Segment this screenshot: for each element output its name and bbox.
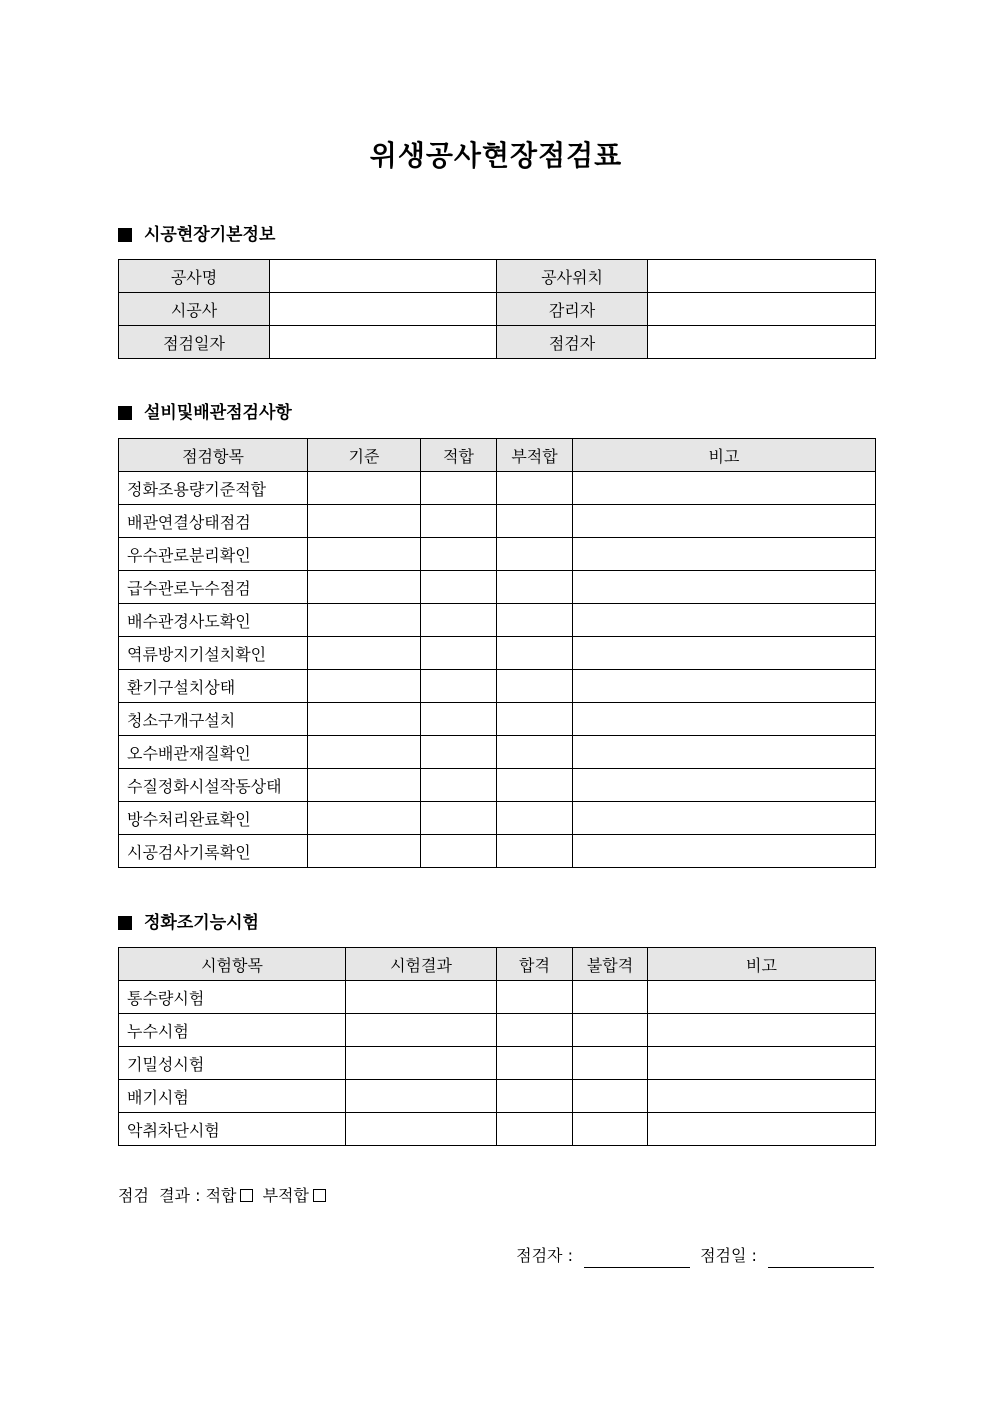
table-row (119, 637, 876, 670)
column-header: 적합 (421, 439, 497, 472)
item-name: 배수관경사도확인 (119, 604, 308, 637)
column-header: 시험결과 (346, 948, 497, 981)
basic-info-row (119, 260, 876, 293)
table-row (119, 1047, 876, 1080)
table-row (119, 538, 876, 571)
item-name: 배관연결상태점검 (119, 505, 308, 538)
entry-cell[interactable] (308, 802, 421, 835)
entry-cell[interactable] (421, 670, 497, 703)
column-header: 부적합 (497, 439, 573, 472)
inspector-blank[interactable] (584, 1251, 690, 1268)
entry-cell[interactable] (648, 1047, 876, 1080)
entry-cell[interactable] (648, 1113, 876, 1146)
table-row (119, 571, 876, 604)
item-name: 배기시험 (119, 1080, 346, 1113)
entry-cell[interactable] (573, 571, 876, 604)
entry-cell[interactable] (573, 981, 648, 1014)
item-name: 시공검사기록확인 (119, 835, 308, 868)
table-row (119, 1014, 876, 1047)
entry-cell[interactable] (308, 835, 421, 868)
date-blank[interactable] (768, 1251, 874, 1268)
item-name: 통수량시험 (119, 981, 346, 1014)
item-name: 누수시험 (119, 1014, 346, 1047)
item-name: 우수관로분리확인 (119, 538, 308, 571)
entry-cell[interactable] (573, 670, 876, 703)
entry-cell[interactable] (497, 505, 573, 538)
entry-cell[interactable] (497, 472, 573, 505)
field-value[interactable] (270, 326, 497, 359)
field-value[interactable] (270, 293, 497, 326)
entry-cell[interactable] (346, 1080, 497, 1113)
table-row (119, 472, 876, 505)
basic-info-heading-text: 시공현장기본정보 (144, 225, 276, 245)
function-test-heading (118, 911, 259, 935)
entry-cell[interactable] (421, 736, 497, 769)
entry-cell[interactable] (648, 1080, 876, 1113)
entry-cell[interactable] (308, 637, 421, 670)
table-row (119, 505, 876, 538)
entry-cell[interactable] (497, 736, 573, 769)
entry-cell[interactable] (573, 637, 876, 670)
item-name: 기밀성시험 (119, 1047, 346, 1080)
inspection-heading (118, 401, 292, 425)
field-value[interactable] (648, 260, 876, 293)
item-name: 청소구개구설치 (119, 703, 308, 736)
entry-cell[interactable] (421, 637, 497, 670)
function-test-heading-text: 정화조기능시험 (144, 913, 259, 933)
entry-cell[interactable] (573, 604, 876, 637)
entry-cell[interactable] (308, 736, 421, 769)
basic-info-heading (118, 223, 275, 247)
item-name: 오수배관재질확인 (119, 736, 308, 769)
fail-checkbox[interactable] (313, 1189, 326, 1202)
column-header: 기준 (308, 439, 421, 472)
item-name: 악취차단시험 (119, 1113, 346, 1146)
entry-cell[interactable] (497, 604, 573, 637)
date-label: 점검일 : (700, 1246, 762, 1265)
entry-cell[interactable] (573, 736, 876, 769)
entry-cell[interactable] (308, 604, 421, 637)
field-label: 점검자 (497, 326, 648, 359)
entry-cell[interactable] (497, 802, 573, 835)
result-label: 점검 결과 : (118, 1186, 206, 1205)
entry-cell[interactable] (573, 538, 876, 571)
entry-cell[interactable] (497, 1113, 573, 1146)
entry-cell[interactable] (421, 835, 497, 868)
pass-label: 적합 (205, 1186, 237, 1205)
pass-checkbox[interactable] (240, 1189, 253, 1202)
basic-info-row (119, 293, 876, 326)
function-test-header-row (119, 948, 876, 981)
column-header: 비고 (573, 439, 876, 472)
fail-label: 부적합 (262, 1186, 309, 1205)
entry-cell[interactable] (308, 538, 421, 571)
entry-cell[interactable] (308, 769, 421, 802)
field-value[interactable] (648, 326, 876, 359)
entry-cell[interactable] (308, 703, 421, 736)
table-row (119, 604, 876, 637)
entry-cell[interactable] (346, 1113, 497, 1146)
column-header: 불합격 (573, 948, 648, 981)
column-header: 비고 (648, 948, 876, 981)
entry-cell[interactable] (573, 835, 876, 868)
inspection-table (118, 438, 876, 868)
table-row (119, 802, 876, 835)
entry-cell[interactable] (308, 571, 421, 604)
square-bullet-icon (118, 406, 132, 420)
entry-cell[interactable] (497, 538, 573, 571)
result-line (118, 1184, 330, 1208)
field-label: 점검일자 (119, 326, 270, 359)
entry-cell[interactable] (421, 703, 497, 736)
column-header: 점검항목 (119, 439, 308, 472)
entry-cell[interactable] (573, 505, 876, 538)
entry-cell[interactable] (346, 1047, 497, 1080)
entry-cell[interactable] (421, 769, 497, 802)
entry-cell[interactable] (421, 472, 497, 505)
entry-cell[interactable] (497, 835, 573, 868)
item-name: 역류방지기설치확인 (119, 637, 308, 670)
entry-cell[interactable] (573, 703, 876, 736)
table-row (119, 1113, 876, 1146)
item-name: 정화조용량기준적합 (119, 472, 308, 505)
entry-cell[interactable] (573, 472, 876, 505)
entry-cell[interactable] (421, 538, 497, 571)
entry-cell[interactable] (346, 981, 497, 1014)
field-value[interactable] (648, 293, 876, 326)
field-label: 시공사 (119, 293, 270, 326)
entry-cell[interactable] (497, 703, 573, 736)
item-name: 수질정화시설작동상태 (119, 769, 308, 802)
entry-cell[interactable] (497, 1047, 573, 1080)
table-row (119, 981, 876, 1014)
table-row (119, 769, 876, 802)
entry-cell[interactable] (421, 571, 497, 604)
inspector-label: 점검자 : (516, 1246, 579, 1265)
column-header: 시험항목 (119, 948, 346, 981)
inspection-heading-text: 설비및배관점검사항 (144, 403, 292, 423)
entry-cell[interactable] (497, 571, 573, 604)
entry-cell[interactable] (573, 1113, 648, 1146)
entry-cell[interactable] (421, 604, 497, 637)
field-value[interactable] (270, 260, 497, 293)
field-label: 공사명 (119, 260, 270, 293)
entry-cell[interactable] (573, 1047, 648, 1080)
entry-cell[interactable] (308, 472, 421, 505)
basic-info-table (118, 259, 876, 359)
entry-cell[interactable] (573, 769, 876, 802)
entry-cell[interactable] (497, 637, 573, 670)
entry-cell[interactable] (308, 670, 421, 703)
entry-cell[interactable] (573, 802, 876, 835)
entry-cell[interactable] (648, 1014, 876, 1047)
table-row (119, 736, 876, 769)
entry-cell[interactable] (497, 981, 573, 1014)
item-name: 급수관로누수점검 (119, 571, 308, 604)
entry-cell[interactable] (497, 1080, 573, 1113)
page-title: 위생공사현장점검표 (369, 139, 623, 172)
table-row (119, 835, 876, 868)
entry-cell[interactable] (346, 1014, 497, 1047)
entry-cell[interactable] (497, 1014, 573, 1047)
item-name: 방수처리완료확인 (119, 802, 308, 835)
entry-cell[interactable] (497, 670, 573, 703)
field-label: 공사위치 (497, 260, 648, 293)
function-test-table (118, 947, 876, 1146)
square-bullet-icon (118, 916, 132, 930)
field-label: 감리자 (497, 293, 648, 326)
entry-cell[interactable] (421, 802, 497, 835)
table-row (119, 703, 876, 736)
entry-cell[interactable] (421, 505, 497, 538)
basic-info-row (119, 326, 876, 359)
entry-cell[interactable] (648, 981, 876, 1014)
entry-cell[interactable] (308, 505, 421, 538)
signature-line (516, 1244, 874, 1268)
square-bullet-icon (118, 228, 132, 242)
table-row (119, 1080, 876, 1113)
entry-cell[interactable] (573, 1080, 648, 1113)
item-name: 환기구설치상태 (119, 670, 308, 703)
entry-cell[interactable] (497, 769, 573, 802)
table-row (119, 670, 876, 703)
column-header: 합격 (497, 948, 573, 981)
inspection-header-row (119, 439, 876, 472)
entry-cell[interactable] (573, 1014, 648, 1047)
